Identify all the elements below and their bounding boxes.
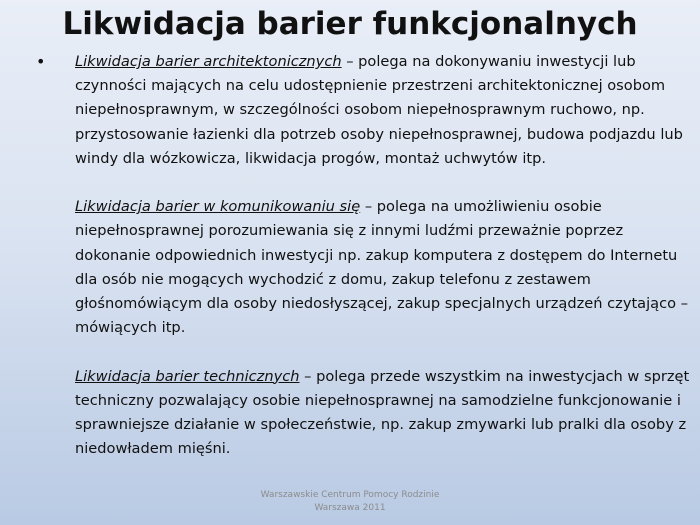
bullet-marker: • <box>36 52 46 71</box>
footer-organization: Warszawskie Centrum Pomocy Rodzinie <box>260 490 440 500</box>
footer-location-year: Warszawa 2011 <box>314 503 386 513</box>
term-technical: Likwidacja barier technicznych <box>75 367 300 385</box>
description-architectural: – polega na dokonywaniu inwestycji lub czynności mających na celu udostępnienie przestrzeni architektonicznej osobom niepełnosprawnym, w szczególności osobom niepełnosprawnym ruchowo, np. przystosowanie łazienki dla potrzeb osoby niepełnosprawnej, budowa podjazdu lub windy dla wózkowicza, likwidacja progów, montaż uchwytów itp. <box>75 53 683 167</box>
term-architectural: Likwidacja barier architektonicznych <box>75 53 342 70</box>
slide-title: Likwidacja barier funkcjonalnych <box>62 6 638 42</box>
paragraph-communication <box>75 195 690 340</box>
slide-content <box>75 50 690 461</box>
term-communication: Likwidacja barier w komunikowaniu się <box>75 198 361 216</box>
description-communication: – polega na umożliwieniu osobie niepełnosprawnej porozumiewania się z innymi ludźmi przeważnie poprzez dokonanie odpowiednich inwestycji np. zakup komputera z dostępem do Internetu dla osób nie mogących wychodzić z domu, zakup telefonu z zestawem głośnomówiącym dla osoby niedosłyszącej, zakup specjalnych urządzeń czytająco – mówiących itp. <box>75 198 689 337</box>
paragraph-technical <box>75 365 690 462</box>
paragraph-architectural <box>75 50 690 171</box>
description-technical: – polega przede wszystkim na inwestycjach w sprzęt techniczny pozwalający osobie niepełnosprawnej na samodzielne funkcjonowanie i sprawniejsze działanie w społeczeństwie, np. zakup zmywarki lub pralki dla osoby z niedowładem mięśni. <box>75 367 690 458</box>
